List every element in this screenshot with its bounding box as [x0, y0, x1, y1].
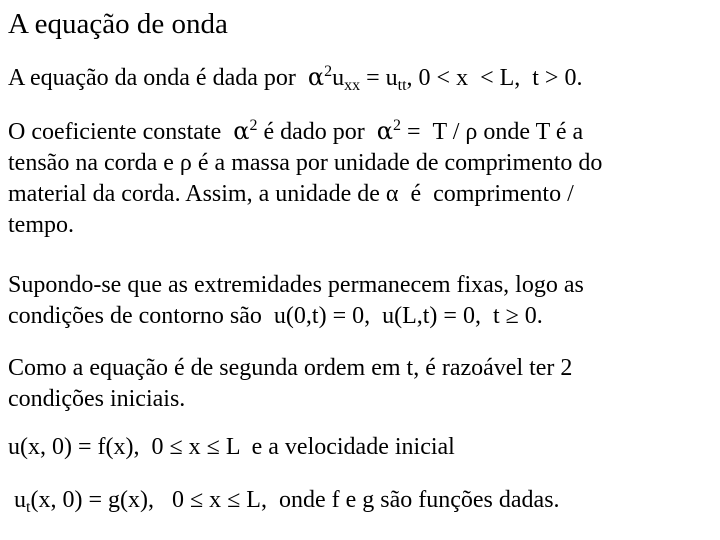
- exponent: 2: [392, 117, 401, 134]
- text-fragment: = T / ρ onde T é a: [400, 119, 584, 145]
- initial-velocity-equation: [8, 485, 714, 516]
- domain-condition: , 0 < x < L, t > 0.: [406, 65, 583, 91]
- paragraph-line: condições de contorno são u(0,t) = 0, u(L,t) = 0, t ≥ 0.: [8, 303, 543, 329]
- alpha-symbol: α: [376, 117, 393, 145]
- paragraph-line: Como a equação é de segunda ordem em t, é razoável ter 2: [8, 355, 573, 381]
- alpha-symbol: α: [307, 63, 325, 91]
- paragraph-line: tempo.: [8, 212, 74, 238]
- initial-position-equation: u(x, 0) = f(x), 0 ≤ x ≤ L e a velocidade inicial: [8, 434, 455, 460]
- text-fragment: O coeficiente constate: [8, 119, 222, 145]
- subscript-tt: tt: [397, 77, 407, 94]
- paragraph-boundary-conditions: [8, 270, 714, 332]
- paragraph-initial-conditions: [8, 353, 714, 415]
- u-symbol: u: [332, 65, 345, 91]
- text-fragment: é dado por: [257, 119, 365, 145]
- paragraph-line: tensão na corda e ρ é a massa por unidade de comprimento do: [8, 150, 603, 176]
- paragraph-line: material da corda. Assim, a unidade de α é comprimento /: [8, 181, 574, 207]
- subscript-xx: xx: [344, 77, 361, 94]
- equals-u: = u: [360, 65, 398, 91]
- intro-line: [8, 62, 714, 94]
- paragraph-line: [8, 116, 714, 148]
- alpha-symbol: α: [233, 117, 250, 145]
- paragraph-coefficient: [8, 116, 714, 241]
- paragraph-line: condições iniciais.: [8, 386, 186, 412]
- u-symbol: u: [14, 487, 26, 513]
- subscript-t: t: [26, 499, 31, 516]
- intro-text: A equação da onda é dada por: [8, 65, 296, 91]
- paragraph-line: Supondo-se que as extremidades permanecem fixas, logo as: [8, 272, 584, 298]
- page-title: A equação de onda: [8, 8, 228, 40]
- exponent: 2: [249, 117, 258, 134]
- equation-text: (x, 0) = g(x), 0 ≤ x ≤ L, onde f e g são funções dadas.: [30, 487, 560, 513]
- exponent: 2: [324, 63, 333, 80]
